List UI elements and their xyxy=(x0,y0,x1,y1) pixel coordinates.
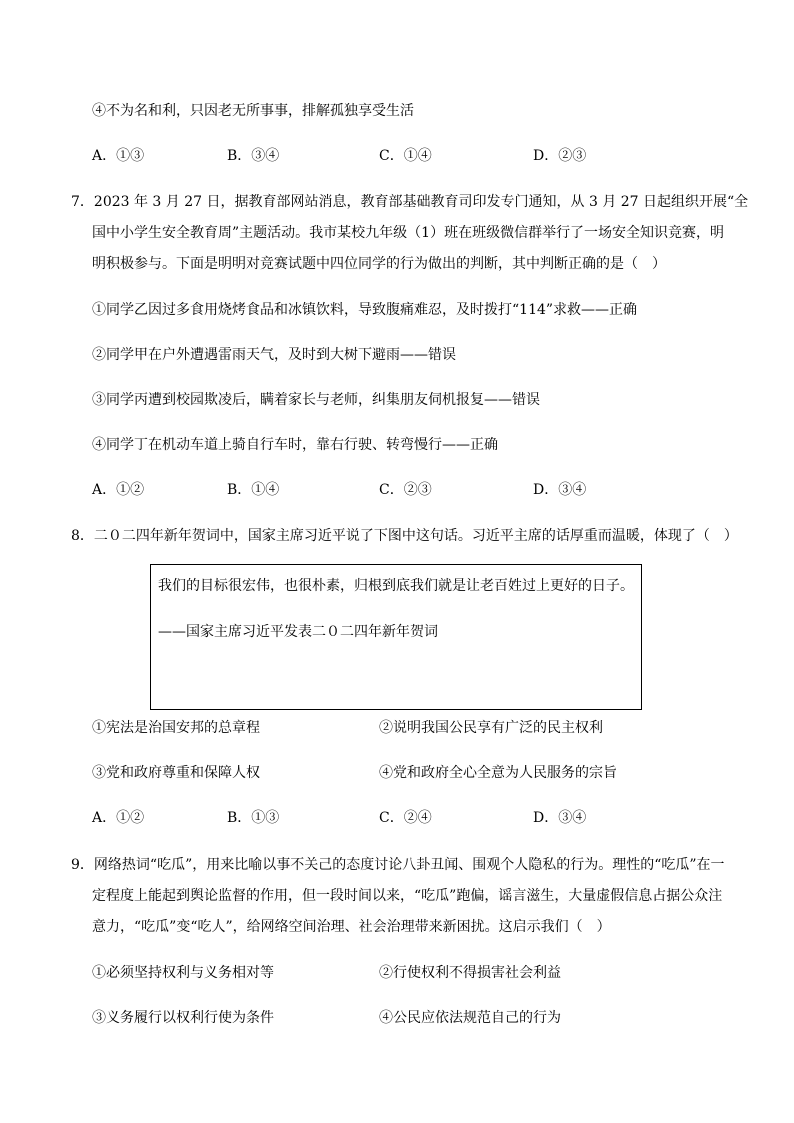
q8-option-b[interactable]: B．①③ xyxy=(227,810,280,826)
q8-option-c[interactable]: C．②④ xyxy=(379,810,432,826)
q9-item-1: ①必须坚持权利与义务相对等 xyxy=(92,965,274,981)
q7-option-b[interactable]: B．①④ xyxy=(227,482,280,498)
q7-options xyxy=(92,480,712,500)
q8-item-1: ①宪法是治国安邦的总章程 xyxy=(92,720,260,736)
q6-item-4: ④不为名和利，只因老无所事事，排解孤独享受生活 xyxy=(92,103,414,119)
q9-item-4: ④公民应依法规范自己的行为 xyxy=(379,1010,561,1026)
q7-stem-line-3: 明积极参与。下面是明明对竞赛试题中四位同学的行为做出的判断，其中判断正确的是（ ） xyxy=(92,256,666,272)
q7-item-1: ①同学乙因过多食用烧烤食品和冰镇饮料，导致腹痛难忍，及时拨打“114”求救——正确 xyxy=(92,302,638,318)
q7-option-c[interactable]: C．②③ xyxy=(379,482,432,498)
q8-items-row-1 xyxy=(92,718,712,738)
q9-stem-line-1: 9．网络热词“吃瓜”，用来比喻以事不关己的态度讨论八卦丑闻、围观个人隐私的行为。理性的“吃瓜”在一 xyxy=(71,857,725,873)
q7-option-a[interactable]: A．①② xyxy=(92,482,145,498)
q7-stem-line-1: 7．2023 年 3 月 27 日，据教育部网站消息，教育部基础教育司印发专门通知，从 3 月 27 日起组织开展“全 xyxy=(71,194,749,210)
q7-item-2: ②同学甲在户外遭遇雷雨天气，及时到大树下避雨——错误 xyxy=(92,347,456,363)
q9-item-3: ③义务履行以权利行使为条件 xyxy=(92,1010,274,1026)
q9-item-2: ②行使权利不得损害社会利益 xyxy=(379,965,561,981)
q7-item-4: ④同学丁在机动车道上骑自行车时，靠右行驶、转弯慢行——正确 xyxy=(92,437,498,453)
q6-option-b[interactable]: B．③④ xyxy=(227,148,280,164)
q8-option-d[interactable]: D．③④ xyxy=(533,810,587,826)
q6-option-d[interactable]: D．②③ xyxy=(533,148,587,164)
q8-item-4: ④党和政府全心全意为人民服务的宗旨 xyxy=(379,765,617,781)
q9-stem-line-2: 定程度上能起到舆论监督的作用，但一段时间以来，“吃瓜”跑偏，谣言滋生，大量虚假信息占据公众注 xyxy=(92,888,723,904)
q8-option-a[interactable]: A．①② xyxy=(92,810,145,826)
q7-item-3: ③同学丙遭到校园欺凌后，瞒着家长与老师，纠集朋友伺机报复——错误 xyxy=(92,392,540,408)
q8-item-3: ③党和政府尊重和保障人权 xyxy=(92,765,260,781)
q8-quote-box xyxy=(150,564,642,710)
q8-options xyxy=(92,808,712,828)
q8-quote-source: ——国家主席习近平发表二０二四年新年贺词 xyxy=(158,624,438,640)
q8-stem: 8．二０二四年新年贺词中，国家主席习近平说了下图中这句话。习近平主席的话厚重而温暖，体现了（ ） xyxy=(71,528,738,544)
q7-option-d[interactable]: D．③④ xyxy=(533,482,587,498)
q8-item-2: ②说明我国公民享有广泛的民主权利 xyxy=(379,720,603,736)
q9-stem-line-3: 意力，“吃瓜”变“吃人”，给网络空间治理、社会治理带来新困扰。这启示我们（ ） xyxy=(92,919,611,935)
q7-stem-line-2: 国中小学生安全教育周”主题活动。我市某校九年级（1）班在班级微信群举行了一场安全知识竞赛，明 xyxy=(92,225,725,241)
q8-quote-text: 我们的目标很宏伟，也很朴素，归根到底我们就是让老百姓过上更好的日子。 xyxy=(158,578,634,594)
q9-items-row-1 xyxy=(92,963,712,983)
q6-option-c[interactable]: C．①④ xyxy=(379,148,432,164)
q8-items-row-2 xyxy=(92,763,712,783)
q9-items-row-2 xyxy=(92,1008,712,1028)
q6-options xyxy=(92,146,712,166)
q6-option-a[interactable]: A．①③ xyxy=(92,148,145,164)
